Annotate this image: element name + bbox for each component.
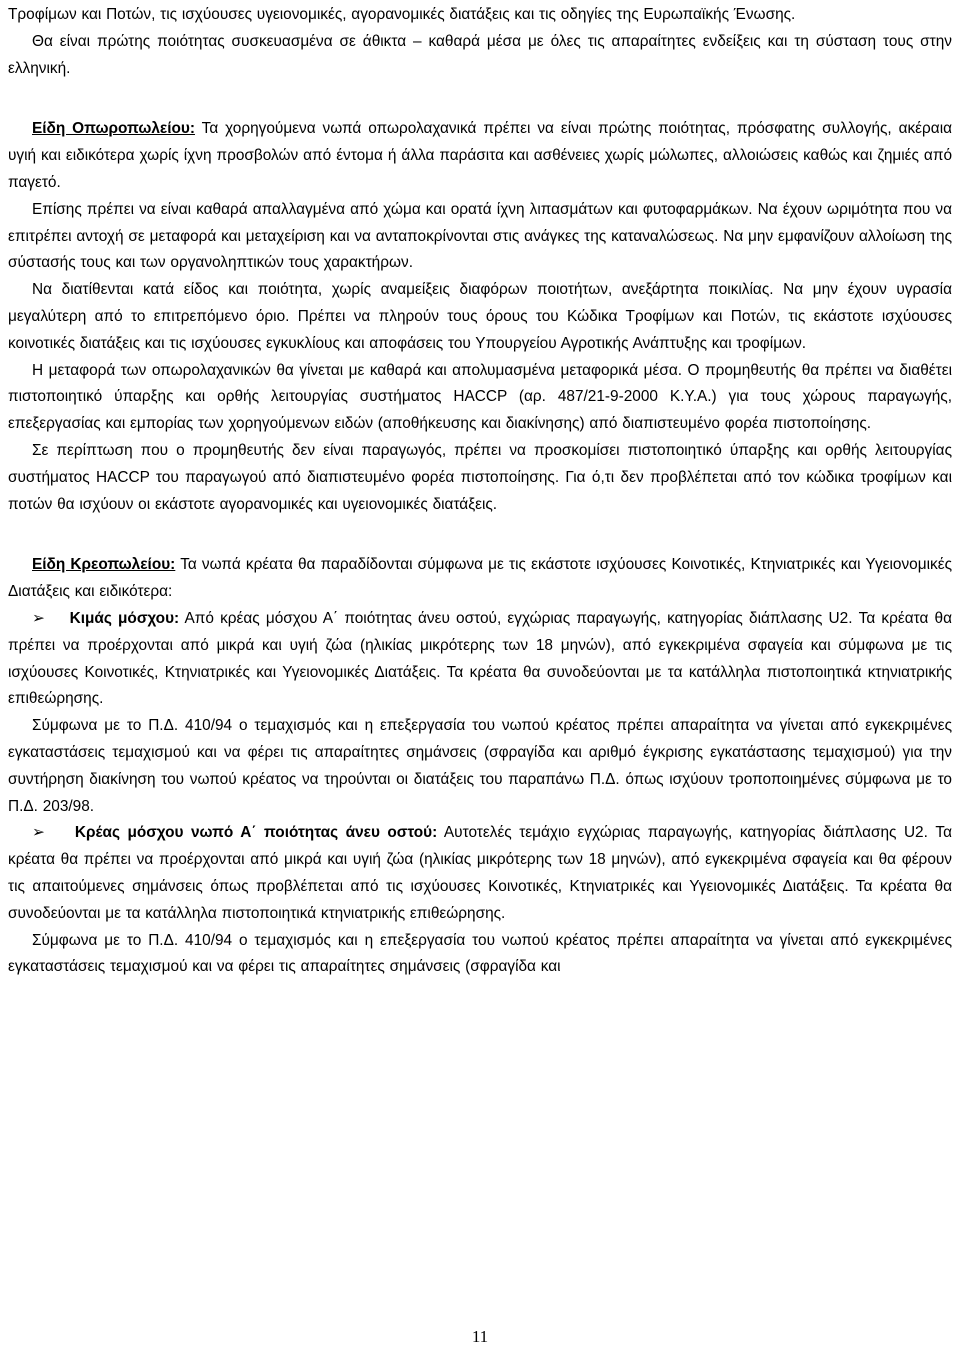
meat-paragraph-intro [8, 552, 952, 606]
meat-section-heading: Είδη Κρεοπωλείου: [32, 556, 176, 574]
meat-item-1-note: Σύμφωνα με το Π.Δ. 410/94 ο τεμαχισμός και η επεξεργασία του νωπού κρέατος πρέπει απαραίτητα να γίνεται από εγκεκριμένες εγκαταστάσεις τεμαχισμού και να φέρει τις απαραίτητες σημάνσεις (σφραγίδα και αριθμό έγκρισης εγκατάστασης τεμαχισμού) για την συντήρηση διακίνηση του νωπού κρέατος να τηρούνται οι διατάξεις του παραπάνω Π.Δ. όπως ισχύουν τροποποιημένες σύμφωνα με το Π.Δ. 203/98. [8, 717, 952, 815]
bullet-arrow-icon: ➢ [32, 609, 45, 627]
fruit-paragraph-5: Σε περίπτωση που ο προμηθευτής δεν είναι παραγωγός, πρέπει να προσκομίσει πιστοποιητικό ύπαρξης και ορθής λειτουργίας συστήματος HACCP του παραγωγού από διαπιστευμένο φορέα πιστοποίησης. Για ό,τι δεν προβλέπεται από τον κώδικα τροφίμων και ποτών θα ισχύουν οι εκάστοτε αγορανομικές και υγειονομικές διατάξεις. [8, 441, 952, 513]
fruit-paragraph-2: Επίσης πρέπει να είναι καθαρά απαλλαγμένα από χώμα και ορατά ίχνη λιπασμάτων και φυτοφαρμάκων. Να έχουν ωριμότητα που να επιτρέπει αντοχή σε μεταφορά και μεταχείριση και να ανταποκρίνονται στις ανάγκες της καταναλώσεως. Να μην εμφανίζουν αλλοίωση της σύστασής τους και των οργανοληπτικών τους χαρακτήρων. [8, 200, 952, 272]
fruit-paragraph-1-text: Τα χορηγούμενα νωπά οπωρολαχανικά πρέπει να είναι πρώτης ποιότητας, πρόσφατης συλλογής, ακέραια υγιή και ειδικότερα χωρίς ίχνη προσβολών από έντομα ή άλλα παράσιτα και ασθένειες χωρίς μώλωπες, αλλοιώσεις καθώς και ζημιές από παγετό. [8, 120, 953, 191]
fruit-section-heading: Είδη Οπωροπωλείου: [32, 120, 195, 138]
paragraph-intro-1: Τροφίμων και Ποτών, τις ισχύουσες υγειονομικές, αγορανομικές διατάξεις και τις οδηγίες της Ευρωπαϊκής Ένωσης. [8, 6, 796, 23]
fruit-paragraph-4: Η μεταφορά των οπωρολαχανικών θα γίνεται με καθαρά και απολυμασμένα μεταφορικά μέσα. Ο προμηθευτής θα πρέπει να διαθέτει πιστοποιητικό ύπαρξης και ορθής λειτουργίας συστήματος HACCP (αρ. 487/21-9-2000 Κ.Υ.Α.) για τους χώρους παραγωγής, επεξεργασίας και εμπορίας των χορηγούμενων ειδών (αποθήκευσης και διακίνησης) από διαπιστευμένο φορέα πιστοποίησης. [8, 361, 952, 433]
fruit-paragraph-3: Να διατίθενται κατά είδος και ποιότητα, χωρίς αναμείξεις διαφόρων ποιοτήτων, ανεξάρτητα ποικιλίας. Να μην έχουν υγρασία μεγαλύτερη από το επιτρεπόμενο όριο. Πρέπει να πληρούν τους όρους του Κώδικα Τροφίμων και Ποτών, τις εκάστοτε ισχύουσες κοινοτικές διατάξεις και τις ισχύουσες εγκυκλίους και αποφάσεις του Υπουργείου Αγροτικής Ανάπτυξης και τροφίμων. [8, 281, 952, 352]
meat-item-2-text: Αυτοτελές τεμάχιο εγχώριας παραγωγής, κατηγορίας διάπλασης U2. Τα κρέατα θα πρέπει να προέρχονται από μικρά και υγιή ζώα (ηλικίας μικρότερης των 18 μηνών), από εγκεκριμένα σφαγεία και θα φέρουν τις απαιτούμενες σημάνσεις όπως προβλέπεται από τις ισχύουσες Κοινοτικές, Κτηνιατρικές και Υγειονομικές Διατάξεις. Τα κρέατα θα συνοδεύονται με τα κατάλληλα πιστοποιητικά κτηνιατρικής επιθεώρησης. [8, 824, 952, 922]
meat-intro-text: Τα νωπά κρέατα θα παραδίδονται σύμφωνα με τις εκάστοτε ισχύουσες Κοινοτικές, Κτηνιατρικές και Υγειονομικές Διατάξεις και ειδικότερα: [8, 556, 952, 601]
bullet-arrow-icon: ➢ [32, 824, 45, 842]
meat-item-2 [8, 820, 952, 927]
page-number: 11 [471, 1327, 489, 1346]
meat-item-2-note: Σύμφωνα με το Π.Δ. 410/94 ο τεμαχισμός και η επεξεργασία του νωπού κρέατος πρέπει απαραίτητα να γίνεται από εγκεκριμένες εγκαταστάσεις τεμαχισμού και να φέρει τις απαραίτητες σημάνσεις (σφραγίδα και [8, 931, 952, 976]
fruit-paragraph-1 [8, 116, 952, 196]
meat-item-2-title: Κρέας μόσχου νωπό Α΄ ποιότητας άνευ οστού: [74, 824, 438, 842]
meat-item-1-title: Κιμάς μόσχου: [69, 609, 180, 627]
meat-item-1 [8, 606, 952, 713]
meat-item-1-text: Από κρέας μόσχου Α΄ ποιότητας άνευ οστού, εγχώριας παραγωγής, κατηγορίας διάπλασης U2. Τα κρέατα θα πρέπει να προέρχονται από μικρά και υγιή ζώα (ηλικίας μικρότερης των 18 μηνών), από εγκεκριμένα σφαγεία και σύμφωνα με τις ισχύουσες Κοινοτικές, Κτηνιατρικές και Υγειονομικές Διατάξεις. Τα κρέατα θα συνοδεύονται με τα κατάλληλα πιστοποιητικά κτηνιατρικής επιθεώρησης. [8, 609, 953, 708]
paragraph-intro-2: Θα είναι πρώτης ποιότητας συσκευασμένα σε άθικτα – καθαρά μέσα με όλες τις απαραίτητες ενδείξεις και τη σύσταση τους στην ελληνική. [8, 32, 952, 77]
